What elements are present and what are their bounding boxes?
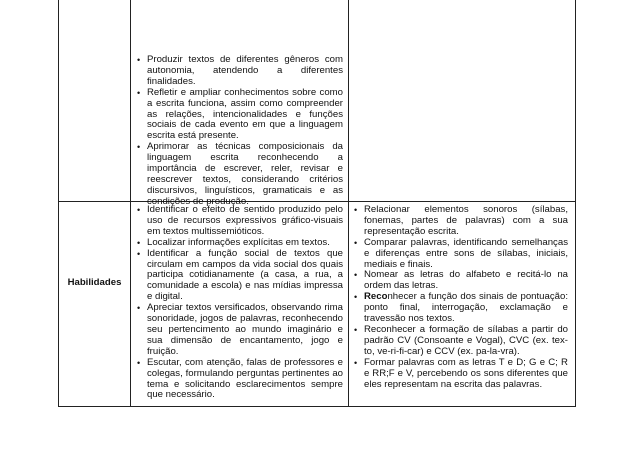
top-row-list: [137, 55, 343, 208]
table-border-right: [575, 0, 576, 407]
table-divider-1: [130, 0, 131, 407]
list-item: • Localizar informações explícitas em textos.: [137, 238, 343, 249]
habilidades-middle-list: [137, 205, 343, 401]
table-divider-2: [348, 0, 349, 407]
list-item: • Aprimorar as técnicas composicionais da linguagem escrita reconhecendo a importância de escrever, reler, revisar e reescrever textos, considerando critérios discursivos, linguísticos, gramaticais e as condições de produção.: [137, 142, 343, 207]
list-item: • Identificar a função social de textos que circulam em campos da vida social dos quais participa cotidianamente (a casa, a rua, a comunidade a escola) e nas mídias impressa e digital.: [137, 249, 343, 304]
list-item: • Refletir e ampliar conhecimentos sobre como a escrita funciona, assim como compreender as relações, intencionalidades e funções sociais de cada evento em que a linguagem escrita está presente.: [137, 88, 343, 143]
top-row-middle-cell: [137, 55, 343, 208]
table-border-bottom: [58, 406, 576, 407]
row-label-habilidades: Habilidades: [67, 277, 122, 288]
bold-prefix: Reco: [364, 291, 388, 303]
habilidades-middle-cell: [137, 205, 343, 401]
habilidades-right-list: [354, 205, 568, 390]
list-item: [354, 292, 568, 325]
list-item: • Reconhecer a formação de sílabas a partir do padrão CV (Consoante e Vogal), CVC (ex. tex-to, ve-ri-fi-car) e CCV (ex. pa-la-vra).: [354, 325, 568, 358]
list-item: • Nomear as letras do alfabeto e recitá-lo na ordem das letras.: [354, 270, 568, 292]
list-item: • Comparar palavras, identificando semelhanças e diferenças entre sons de sílabas, iniciais, mediais e finais.: [354, 238, 568, 271]
list-item: • Relacionar elementos sonoros (sílabas, fonemas, partes de palavras) com a sua representação escrita.: [354, 205, 568, 238]
habilidades-right-cell: [354, 205, 568, 390]
list-item: • Apreciar textos versificados, observando rima sonoridade, jogos de palavras, reconhecendo seu pertencimento ao mundo imaginário e sua dimensão de encantamento, jogo e fruição.: [137, 303, 343, 358]
list-item: • Formar palavras com as letras T e D; G e C; R e RR;F e V, percebendo os sons diferentes que eles representam na escrita das palavras.: [354, 358, 568, 391]
table-border-left: [58, 0, 59, 407]
list-item: • Escutar, com atenção, falas de professores e colegas, formulando perguntas pertinentes ao tema e solicitando esclarecimentos sempre que necessário.: [137, 358, 343, 402]
list-item: • Identificar o efeito de sentido produzido pelo uso de recursos expressivos gráfico-visuais em textos multissemióticos.: [137, 205, 343, 238]
list-item: • Produzir textos de diferentes gêneros com autonomia, atendendo a diferentes finalidades.: [137, 55, 343, 88]
item-rest: nhecer a função dos sinais de pontuação: ponto final, interrogação, exclamação e travessão nos textos.: [364, 291, 568, 325]
